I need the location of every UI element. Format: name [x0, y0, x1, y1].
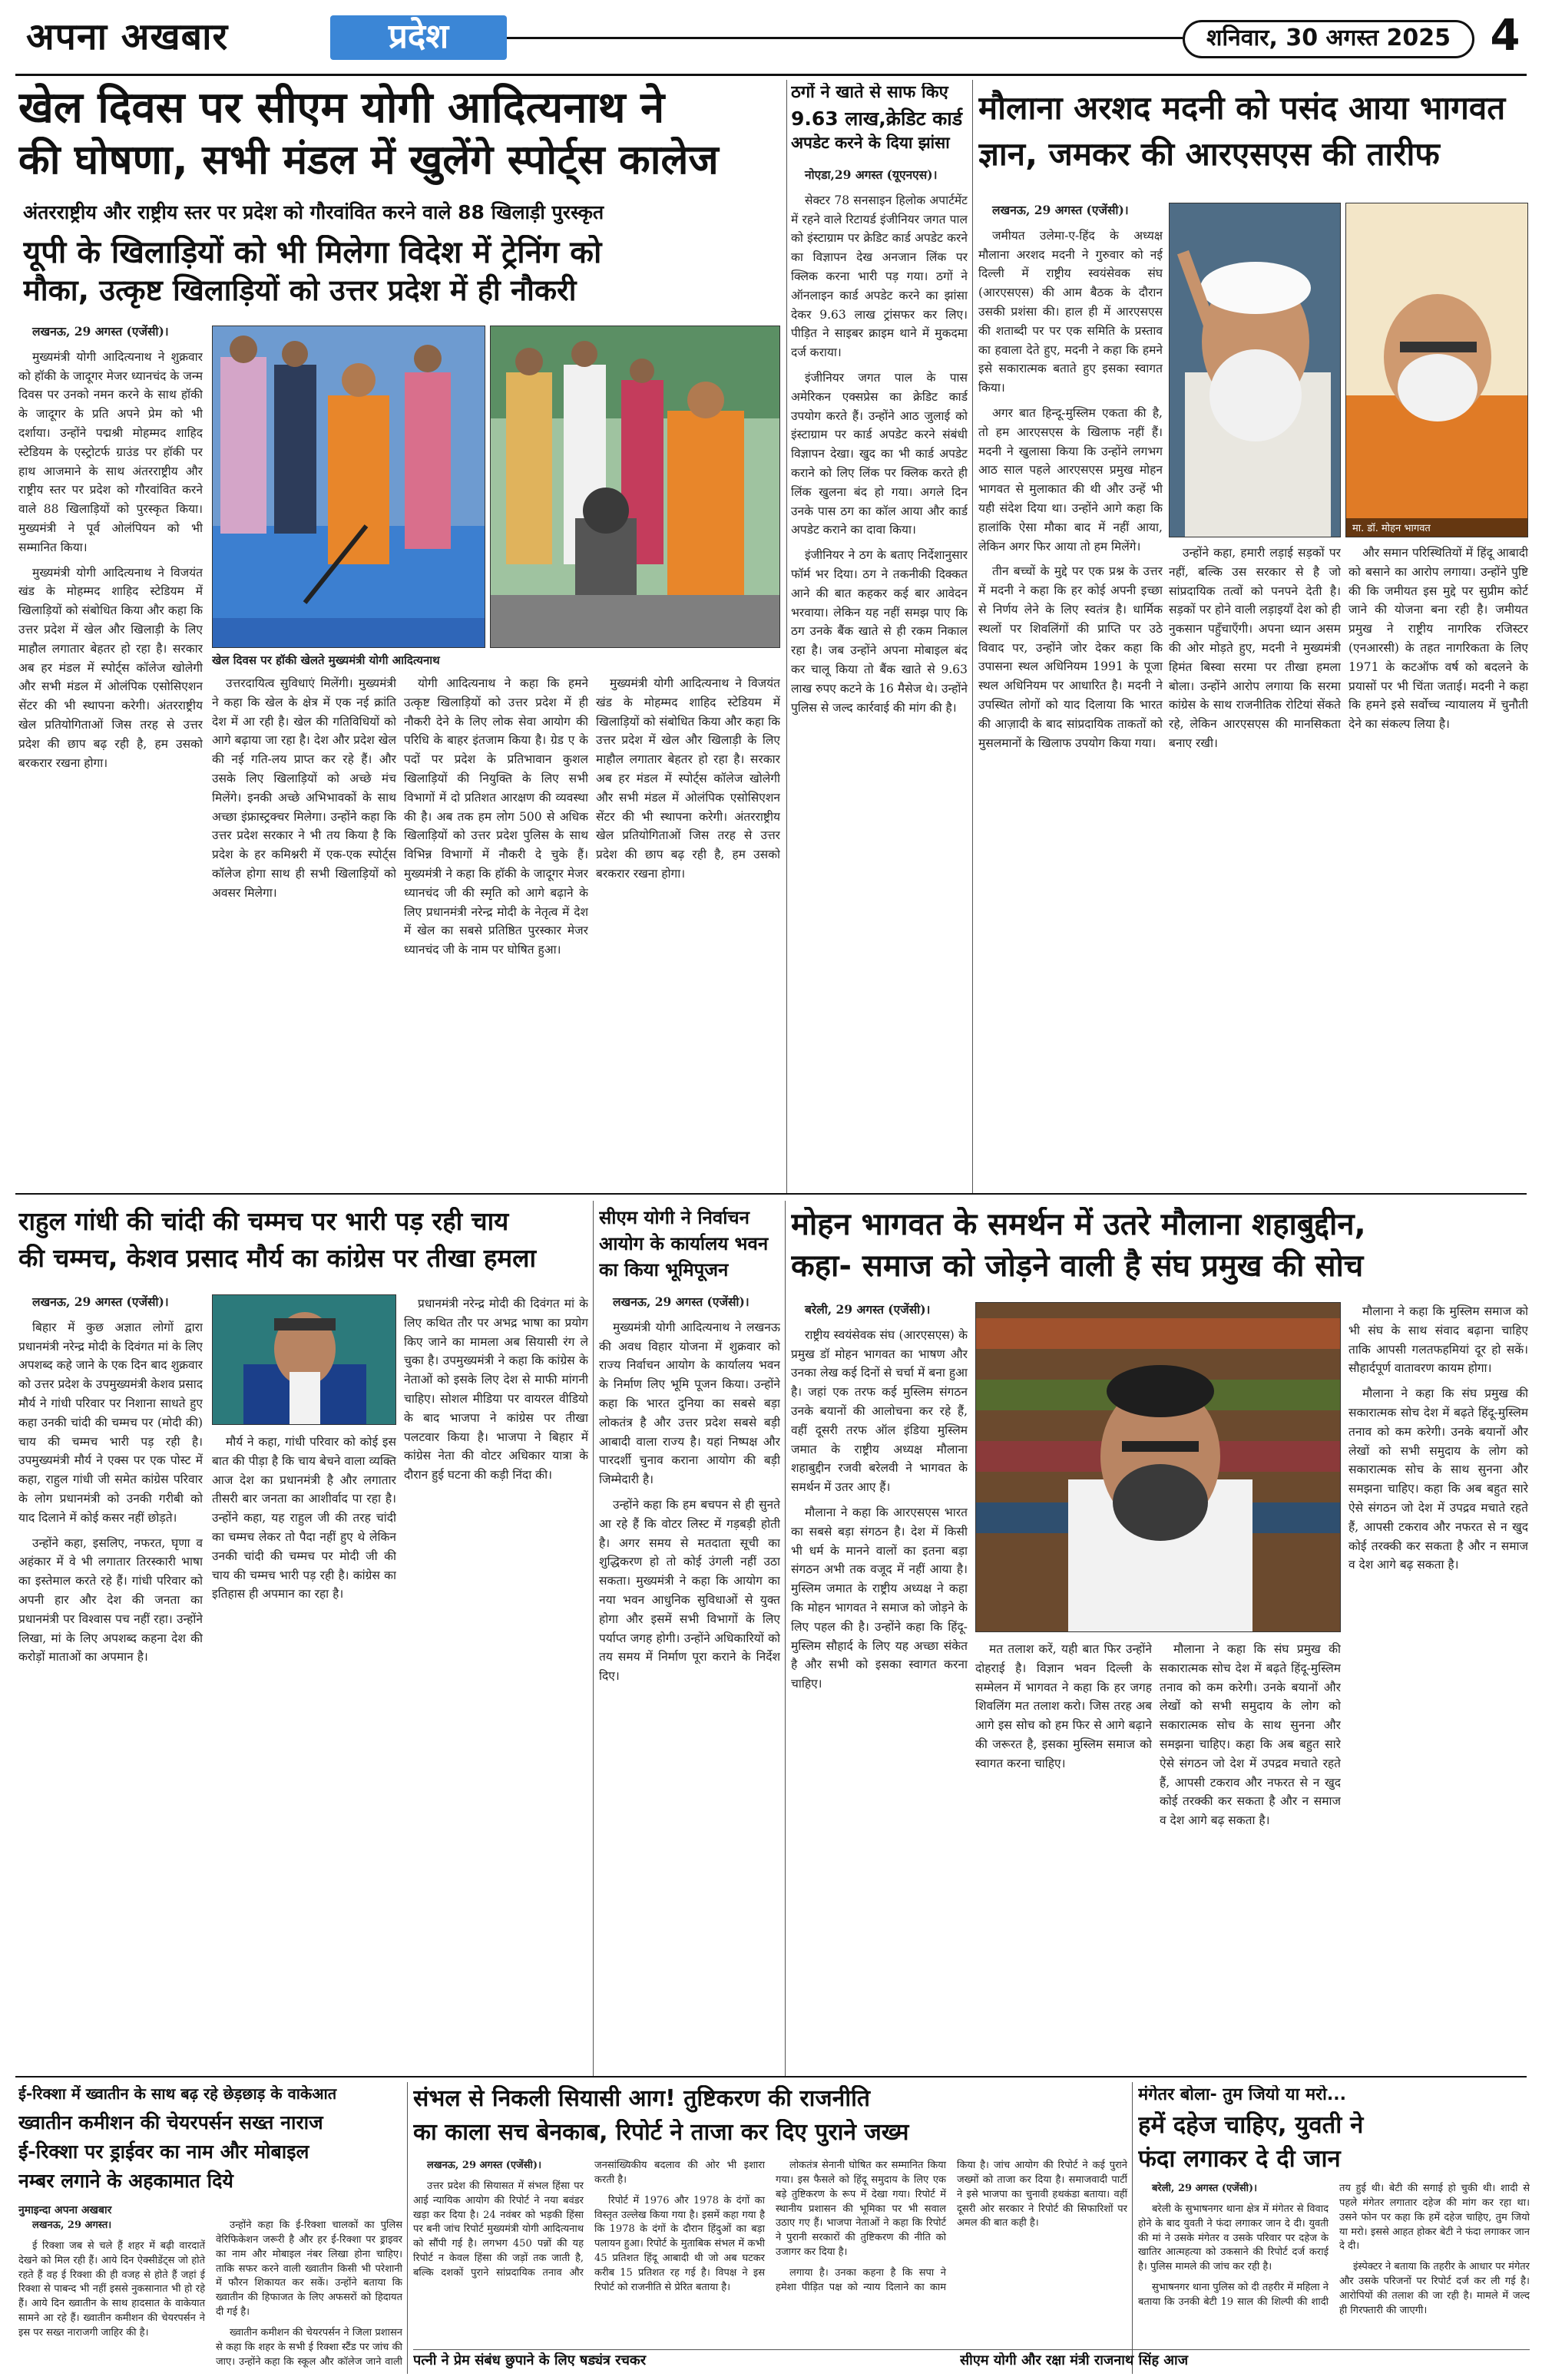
madni-headline-2: ज्ञान, जमकर की आरएसएस की तारीफ: [978, 135, 1440, 173]
paragraph: ई रिक्शा जब से चले हैं शहर में बढ़ी वारदातें देखने को मिल रही हैं। आये दिन ऐक्सीडेंट्स जो होते रहते हैं वह ई रिक्शा की ही वजह से होते हैं जहां ई रिक्शा से पाबन्द भी नहीं इससे नुकसानात भी हो रहे हैं। आये दिन ख्वातीन के साथ हादसात के वाकेयात सामने आ रहे हैं। ख्वातीन कमीशन की चेयरपर्सन ने इस पर सख्त नाराजगी जाहिर की है।: [18, 2240, 205, 2339]
masthead-rule: [15, 74, 1527, 76]
paragraph: उन्होंने कहा कि ई-रिक्शा चालकों का पुलिस वेरिफिकेशन जरूरी है और हर ई-रिक्शा पर ड्राइवर का नाम और मोबाइल नंबर लिखा होना चाहिए। ताकि सफर करने वाली ख्वातीन किसी भी परेशानी में फौरन शिकायत कर सकें। उन्होंने बताया कि ख्वातीन की हिफाजत के लिए अफसरों को हिदायत दी गई है।: [216, 2220, 402, 2319]
sports-col-1: [18, 322, 203, 1190]
erickshaw-headline-3: ई-रिक्शा पर ड्राईवर का नाम और मोबाइल: [18, 2140, 309, 2163]
rahul-headline-2: की चम्मच, केशव प्रसाद मौर्य का कांग्रेस पर तीखा हमला: [18, 1244, 537, 1273]
sambhal-headline-2: का काला सच बेनकाब, रिपोर्ट ने ताजा कर दिए पुराने जख्म: [413, 2119, 909, 2146]
sports-caption: खेल दिवस पर हॉकी खेलते मुख्यमंत्री योगी आदित्यनाथ: [212, 653, 440, 667]
paragraph: मुख्यमंत्री योगी आदित्यनाथ ने लखनऊ की अवध विहार योजना में शुक्रवार को राज्य निर्वाचन आयोग के कार्यालय भवन के निर्माण लिए भूमि पूजन किया। उन्होंने कहा कि भारत दुनिया का सबसे बड़ा लोकतंत्र है और उत्तर प्रदेश सबसे बड़ी आबादी वाला राज्य है। यहां निष्पक्ष और पारदर्शी चुनाव कराना आयोग की बड़ी जिम्मेदारी है।: [599, 1320, 780, 1487]
rahul-dateline: लखनऊ, 29 अगस्त (एजेंसी)।: [32, 1294, 169, 1309]
paragraph: सेक्टर 78 सनसाइन हिलोक अपार्टमेंट में रहने वाले रिटायर्ड इंजीनियर जगत पाल को इंस्टाग्राम पर क्रेडिट कार्ड अपडेट करने का विज्ञापन देख अनजान लिंक पर क्लिक करना भारी पड़ गया। ठगों ने ऑनलाइन कार्ड अपडेट करने का झांसा देकर 9.63 लाख ट्रांसफर कर लिए। पीड़ित ने साइबर क्राइम थाने में मुकदमा दर्ज कराया।: [791, 193, 968, 360]
masthead-line: [507, 37, 1183, 39]
paragraph: उत्तर प्रदेश की सियासत में संभल हिंसा पर आई न्यायिक आयोग की रिपोर्ट ने नया बवंडर खड़ा कर दिया है। 24 नवंबर को भड़की हिंसा पर बनी जांच रिपोर्ट मुख्यमंत्री योगी आदित्यनाथ को सौंपी गई है। लगभग 450 पन्नों की यह रिपोर्ट न केवल हिंसा की जड़ों तक जाती है, बल्कि दशकों पुराने सांप्रदायिक तनाव और जनसांख्यिकीय बदलाव की ओर भी इशारा करती है।: [413, 2160, 765, 2279]
dowry-headline-1: हमें दहेज चाहिए, युवती ने: [1138, 2111, 1364, 2139]
erickshaw-dateline: लखनऊ, 29 अगस्त।: [32, 2220, 112, 2231]
pocso-headline-1: पत्नी ने प्रेम संबंध छुपाने के लिए षड्यंत्र रचकर: [413, 2352, 647, 2368]
bhagwat-photo-caption: मा. डॉ. मोहन भागवत: [1346, 518, 1527, 537]
sports-col-2: [212, 674, 396, 1190]
sports-photo-tribute: [490, 326, 780, 648]
paragraph: मत तलाश करें, यही बात फिर उन्होंने दोहराई है। विज्ञान भवन दिल्ली के सम्मेलन में भागवत ने कहा कि हर जगह शिवलिंग मत तलाश करो। जिस तरह अब आगे इस सोच को हम फिर से आगे बढ़ाने की जरूरत है, इसका मुस्लिम समाज को स्वागत करना चाहिए।: [975, 1642, 1152, 1770]
madni-photo-madni: [1169, 203, 1341, 537]
dowry-dateline: बरेली, 29 अगस्त (एजेंसी)।: [1152, 2183, 1258, 2194]
paragraph: मुख्यमंत्री योगी आदित्यनाथ ने शुक्रवार को हॉकी के जादूगर मेजर ध्यानचंद के जन्म दिवस पर उनको नमन करने के साथ हॉकी के जादूगर के प्रति अपने प्रेम को भी दर्शाया। उन्होंने पद्मश्री मोहम्मद शाहिद स्टेडियम के एस्ट्रोटर्फ ग्राउंड पर हॉकी पर हाथ आजमाने के साथ अंतरराष्ट्रीय और राष्ट्रीय स्तर पर प्रदेश को गौरवांवित करने वाले 88 खिलाड़ियों को पुरस्कृत किया। मुख्यमंत्री ने पूर्व ओलंपियन को भी सम्मानित किया।: [18, 349, 203, 554]
rahul-photo-maurya: [212, 1294, 396, 1425]
column-divider: [593, 1201, 594, 2076]
paragraph: बिहार में कुछ अज्ञात लोगों द्वारा प्रधानमंत्री नरेन्द्र मोदी के दिवंगत मां के लिए अपशब्द कहे जाने के एक दिन बाद शुक्रवार को उत्तर प्रदेश के उपमुख्यमंत्री केशव प्रसाद मौर्य ने गांधी परिवार पर निशाना साधते हुए कहा उनकी चांदी की चम्मच पर (मोदी की) चाय की चम्मच भारी पड़ रही है। उपमुख्यमंत्री मौर्य ने एक्स पर एक पोस्ट में कहा, राहुल गांधी जी समेत कांग्रेस परिवार के लोग प्रधानमंत्री को उनकी गरीबी को याद दिलाने में कोई कसर नहीं छोड़ते।: [18, 1320, 203, 1525]
fraud-body: [791, 166, 968, 1190]
sports-deck-1: यूपी के खिलाड़ियों को भी मिलेगा विदेश में ट्रेनिंग को: [23, 235, 602, 270]
shahabuddin-headline-1: मोहन भागवत के समर्थन में उतरे मौलाना शहाबुद्दीन,: [791, 1207, 1366, 1242]
paragraph: बरेली के सुभाषनगर थाना क्षेत्र में मंगेतर से विवाद होने के बाद युवती ने फंदा लगाकर जान दे दी। युवती की मां ने उसके मंगेतर व उसके परिवार पर दहेज के खातिर आत्महत्या को उकसाने की रिपोर्ट दर्ज कराई है। पुलिस मामले की जांच कर रही है।: [1138, 2203, 1329, 2273]
paragraph: मौलाना ने कहा कि संघ प्रमुख की सकारात्मक सोच देश में बढ़ते हिंदू-मुस्लिम तनाव को कम करेगी। उनके बयानों और लेखों को सभी समुदाय के लोग को सकारात्मक सोच के साथ सुनना और समझना चाहिए। कहा कि अब बहुत सारे ऐसे संगठन जो देश में उपद्रव मचाते रहते हैं, आपसी टकराव और नफरत से न खुद कोई तरक्की कर सकता है और न समाज व देश आगे बढ़ सकता है।: [1348, 1387, 1528, 1572]
column-divider: [785, 1201, 786, 2076]
paragraph: अगर बात हिन्दू-मुस्लिम एकता की है, तो हम आरएसएस के खिलाफ नहीं हैं। मदनी ने खुलासा किया कि उन्होंने लगभग आठ साल पहले आरएसएस प्रमुख मोहन भागवत से मुलाकात की थी और उन्हें भी यही संदेश दिया था। उन्होंने आगे कहा कि हालांकि ऐसा मौका बाद में नहीं आया, लेकिन अगर फिर आया तो हम मिलेंगे।: [978, 405, 1163, 554]
rahul-col-2: [212, 1433, 396, 2068]
paragraph: और समान परिस्थितियों में हिंदू आबादी को बसाने का आरोप लगाया। उन्होंने पुष्टि की कि जमीयत इस मुद्दे पर सुप्रीम कोर्ट जाने की योजना बना रही है। जमीयत प्रमुख ने राष्ट्रीय नागरिक रजिस्टर (एनआरसी) के तहत नागरिकता के लिए 1971 के कटऑफ वर्ष को बदलने के प्रयासों पर भी चिंता जताई। मदनी ने कहा कि हमने इसे सर्वोच्च न्यायालय में चुनौती देने का संकल्प लिया है।: [1348, 546, 1528, 732]
paragraph: पीड़ित पति ने बताया कि उसकी पत्नी का गांव के ही एक युवक से प्रेम संबंध था। जब उसने इसका विरोध किया तो पत्नी ने साजिश के तहत उसे झूठे मामले में फंसा दिया। पुलिस ने कहा कि मामले की गहनता से जांच की गई और आरोप निराधार पाए गए।: [211, 2377, 350, 2378]
shahabuddin-col-4: [1348, 1302, 1528, 2068]
dowry-body: [1138, 2182, 1530, 2372]
sambhal-headline-1: संभल से निकली सियासी आग! तुष्टिकरण की राजनीति: [413, 2085, 870, 2112]
paragraph: मौलाना ने कहा कि संघ प्रमुख की सकारात्मक सोच देश में बढ़ते हिंदू-मुस्लिम तनाव को कम करेगी। उनके बयानों और लेखों को सभी समुदाय के लोग को सकारात्मक सोच के साथ सुनना और समझना चाहिए। कहा कि अब बहुत सारे ऐसे संगठन जो देश में उपद्रव मचाते रहते हैं, आपसी टकराव और नफरत से न खुद कोई तरक्की कर सकता है और न समाज व देश आगे बढ़ सकता है।: [1160, 1642, 1341, 1828]
paragraph: मुख्यमंत्री योगी आदित्यनाथ और रक्षा मंत्री राजनाथ सिंह शनिवार को नोएडा पहुंचेंगे। यहां पर फेज-2 में स्थित एक डिफेंस ड्रोन फैक्ट्री का निरीक्षण करेंगे। इसके बाद दोनों नेता नोएडा के सेक्टर-113 जाएंगे। यहां हेलीपैड बनाया जा रहा है। यहां से सड़क मार्ग से फेज-2 पहुंचेंगे।: [392, 2377, 542, 2378]
paragraph: लोकतंत्र सेनानी घोषित कर सम्मानित किया गया। इस फैसले को हिंदू समुदाय के लिए एक बड़े तुष्टिकरण के रूप में देखा गया। रिपोर्ट में स्थानीय प्रशासन की भूमिका पर भी सवाल उठाए गए हैं। भाजपा नेताओं ने कहा कि रिपोर्ट ने पुरानी सरकारों की तुष्टिकरण की नीति को उजागर कर दिया है।: [776, 2160, 946, 2259]
madni-dateline: लखनऊ, 29 अगस्त (एजेंसी)।: [992, 203, 1129, 217]
election-headline-1: सीएम योगी ने निर्वाचन: [599, 1207, 749, 1228]
dowry-kicker: मंगेतर बोला- तुम जियो या मरो...: [1138, 2085, 1346, 2104]
madni-col-2: [1169, 544, 1341, 1190]
rahul-headline-1: राहुल गांधी की चांदी की चम्मच पर भारी पड़ रही चाय: [18, 1207, 509, 1236]
paragraph: योगी आदित्यनाथ ने कहा कि हमने उत्कृष्ट खिलाड़ियों को उत्तर प्रदेश में ही नौकरी देने के लिए लोक सेवा आयोग की परिधि के बाहर इंतजाम किया है। ग्रेड ए के पदों पर प्रदेश के प्रतिभावान कुशल खिलाड़ियों की नियुक्ति के लिए सभी विभागों में दो प्रतिशत आरक्षण की व्यवस्था की है। अब तक हम लोग 500 से अधिक खिलाड़ियों को उत्तर प्रदेश पुलिस के साथ विभिन्न विभागों में नौकरी दे चुके हैं। मुख्यमंत्री ने कहा कि हॉकी के जादूगर मेजर ध्यानचंद जी की स्मृति को आगे बढ़ाने के लिए प्रधानमंत्री नरेन्द्र मोदी के नेतृत्व में देश में खेल का सबसे प्रतिष्ठित पुरस्कार मेजर ध्यानचंद जी के नाम पर घोषित हुआ।: [404, 676, 588, 957]
column-divider: [972, 80, 973, 1193]
sports-headline-1: खेल दिवस पर सीएम योगी आदित्यनाथ ने: [18, 83, 665, 133]
column-divider: [1132, 2082, 1133, 2374]
shahabuddin-col-1: [791, 1301, 968, 2068]
drone-dateline: नोएडा,29 अगस्त (यूएनएस)।: [376, 2377, 392, 2378]
paragraph: इंस्पेक्टर ने बताया कि तहरीर के आधार पर मंगेतर और उसके परिजनों पर रिपोर्ट दर्ज कर ली गई है। आरोपियों की तलाश की जा रही है। मामले में जल्द ही गिरफ्तारी की जाएगी।: [1339, 2261, 1530, 2316]
sports-photo-hockey: [212, 326, 485, 648]
fraud-headline-2: 9.63 लाख,क्रेडिट कार्ड: [791, 107, 963, 130]
paragraph: रिपोर्ट में 1976 और 1978 के दंगों का विस्तृत उल्लेख किया गया है। इसमें कहा गया है कि 1978 के दंगों के दौरान हिंदुओं का बड़ा पलायन हुआ। रिपोर्ट के मुताबिक संभल में कभी 45 प्रतिशत हिंदू आबादी थी जो अब घटकर करीब 15 प्रतिशत रह गई है। विपक्ष ने इस रिपोर्ट को राजनीति से प्रेरित बताया है।: [594, 2194, 765, 2293]
erickshaw-headline-1: ई-रिक्शा में ख्वातीन के साथ बढ़ रहे छेड़छाड़ के वाकेआत: [18, 2085, 337, 2103]
pocso-dateline: आगरा, 29 अगस्त (एजेंसी)।: [26, 2377, 43, 2378]
paragraph: मौलाना ने कहा कि आरएसएस भारत का सबसे बड़ा संगठन है। देश में किसी भी धर्म के मानने वालों का इतना बड़ा संगठन अभी तक वजूद में नहीं आया है। मुस्लिम जमात के राष्ट्रीय अध्यक्ष ने कहा कि मोहन भागवत ने समाज को जोड़ने के लिए पहल की है। उन्होंने कहा कि हिंदू-मुस्लिम सौहार्द के लिए यह अच्छा संकेत है और सभी को इसका स्वागत करना चाहिए।: [791, 1505, 968, 1691]
madni-photo-bhagwat: [1345, 203, 1528, 537]
fraud-dateline: नोएडा,29 अगस्त (यूएनएस)।: [805, 167, 938, 182]
sambhal-dateline: लखनऊ, 29 अगस्त (एजेंसी)।: [427, 2160, 541, 2171]
paragraph: मौलाना ने कहा कि मुस्लिम समाज को भी संघ के साथ संवाद बढ़ाना चाहिए ताकि आपसी गलतफहमियां दूर हो सकें। सौहार्दपूर्ण वातावरण कायम होगा।: [1348, 1304, 1528, 1376]
madni-headline-1: मौलाना अरशद मदनी को पसंद आया भागवत: [978, 89, 1506, 127]
shahabuddin-col-2: [975, 1640, 1152, 2068]
paragraph: उन्होंने कहा, इसलिए, नफरत, घृणा व अहंकार में वे भी लगातार तिरस्कारी भाषा का इस्तेमाल करते रहे हैं। गांधी परिवार को अपनी हार और देश की जनता का प्रधानमंत्री पर विश्वास पच नहीं रहा। उन्होंने लिखा, मां के लिए अपशब्द कहना देश की करोड़ों माताओं का अपमान है।: [18, 1535, 203, 1664]
erickshaw-headline-2: ख्वातीन कमीशन की चेयरपर्सन सख्त नाराज: [18, 2111, 323, 2134]
sports-subhead: अंतरराष्ट्रीय और राष्ट्रीय स्तर पर प्रदेश को गौरवांवित करने वाले 88 खिलाड़ी पुरस्कृत: [23, 201, 604, 223]
fraud-headline-3: अपडेट करने के दिया झांसा: [791, 134, 950, 152]
election-headline-3: का किया भूमिपूजन: [599, 1259, 729, 1281]
paragraph: आगरा के पिनाहट कस्बा में हैरान कर देने वाला मामला सामने आया है। पत्नी ने अपने प्रेम संबंध छुपाने के लिए षड्यंत्र रचकर अपने ही पति को झूठे पोक्सो केस में फंसा दिया। पुलिस जांच में सच्चाई सामने आने के बाद पति को राहत मिली है और अब पत्नी और उसके प्रेमी के खिलाफ कार्रवाई की जा रही है।: [43, 2377, 211, 2378]
sambhal-body: [413, 2159, 1127, 2372]
column-divider: [407, 2082, 408, 2374]
sports-col-3: [404, 674, 588, 1190]
page-number: 4: [1490, 11, 1520, 61]
paragraph: तीन बच्चों के मुद्दे पर एक प्रश्न के उत्तर में मदनी ने कहा कि हर कोई अपनी इच्छा से निर्णय लेने के लिए स्वतंत्र है। धार्मिक स्थलों पर शिवलिंगों की प्राप्ति पर उठे विवाद पर, उन्होंने जोर देकर कहा कि उपासना स्थल अधिनियम 1991 के पूजा स्थल अधिनियम पर आधारित है। मदनी ने उपस्थित लोगों को याद दिलाया कि भारत की आज़ादी के बाद सांप्रदायिक ताकतों को मुसलमानों के खिलाफ उपयोग किया गया।: [978, 564, 1163, 750]
paragraph: ख्वातीन कमीशन की चेयरपर्सन ने जिला प्रशासन से कहा कि शहर के सभी ई रिक्शा स्टैंड पर जांच की जाए। उन्होंने कहा कि स्कूल और कॉलेज जाने वाली: [216, 2326, 402, 2368]
paper-name: अपना अखबार: [26, 15, 229, 58]
paragraph: उत्तरदायित्व सुविधाएं मिलेंगी। मुख्यमंत्री ने कहा कि खेल के क्षेत्र में एक नई क्रांति देश में आ रही है। खेल की गतिविधियों को आगे बढ़ाया जा रहा है। देश और प्रदेश खेल की नई गति-लय प्राप्त कर रहे हैं। और उसके लिए खिलाड़ियों को अच्छे मंच मिलेंगे। इनकी अच्छे अभिभावकों के साथ अच्छा इंफ्रास्ट्रक्चर मिलेगा। उन्होंने कहा कि उत्तर प्रदेश सरकार ने भी तय किया है कि प्रदेश के हर कमिश्नरी में एक-एक स्पोर्ट्स कॉलेज होगा साथ ही सभी खिलाड़ियों को अवसर मिलेगा।: [212, 676, 396, 900]
drone-headline-2: नोएडा में डिफेंस ड्रोन फैक्ट्री का करेंगे निरीक्षण: [350, 2377, 376, 2378]
erickshaw-byline: नुमाइन्दा अपना अखबार: [18, 2204, 112, 2216]
paragraph: इंजीनियर ने ठग के बताए निर्देशानुसार फॉर्म भर दिया। ठग ने तकनीकी दिक्कत आने की बात कहकर कई बार आवेदन भरवाया। लेकिन यह नहीं समझ पाए कि ठग उनके बैंक खाते से ही रकम निकाल रहा है। जब उन्होंने अपना मोबाइल बंद कर चालू किया तो बैंक खाते से 9.63 लाख रुपए कटने के 16 मैसेज थे। उन्होंने पुलिस से जल्द कार्रवाई की मांग की है।: [791, 548, 968, 715]
sports-deck-2: मौका, उत्कृष्ट खिलाड़ियों को उत्तर प्रदेश में ही नौकरी: [23, 273, 577, 307]
masthead-bar: [0, 0, 1542, 71]
shahabuddin-dateline: बरेली, 29 अगस्त (एजेंसी)।: [805, 1302, 931, 1317]
paragraph: मुख्यमंत्री योगी आदित्यनाथ ने विजयंत खंड के मोहम्मद शाहिद स्टेडियम में खिलाड़ियों को संबोधित किया और कहा कि उत्तर प्रदेश में खेल और खिलाड़ी के लिए माहौल लगातार बेहतर हो रहा है। सरकार अब हर मंडल में स्पोर्ट्स कॉलेज खोलेगी और सभी मंडल में ओलंपिक एसोसिएशन सेंटर की भी स्थापना करेगी। अंतरराष्ट्रीय खेल प्रतियोगिताओं जिस तरह से उत्तर प्रदेश की छाप बढ़ रही है, हम उसको बरकरार रखना होगा।: [596, 676, 780, 881]
erickshaw-headline-4: नम्बर लगाने के अहकामात दिये: [18, 2170, 233, 2192]
paragraph: प्रधानमंत्री नरेन्द्र मोदी की दिवंगत मां के लिए कथित तौर पर अभद्र भाषा का प्रयोग किए जाने का मामला अब सियासी रंग ले चुका है। उपमुख्यमंत्री ने कहा कि कांग्रेस के नेताओं को इसके लिए देश से माफी मांगनी चाहिए। सोशल मीडिया पर वायरल वीडियो के बाद भाजपा ने कांग्रेस पर तीखा पलटवार किया है। भाजपा ने बिहार में कांग्रेस नेता की वोटर अधिकार यात्रा के दौरान हुई घटना की कड़ी निंदा की।: [404, 1297, 588, 1483]
fraud-headline-1: ठगों ने खाते से साफ किए: [791, 83, 948, 102]
section-rule: [15, 1193, 1527, 1195]
rahul-col-1: [18, 1293, 203, 2068]
column-divider: [786, 80, 787, 1193]
election-headline-2: आयोग के कार्यालय भवन: [599, 1233, 769, 1254]
madni-col-1: [978, 201, 1163, 1190]
paragraph: मुख्यमंत्री योगी आदित्यनाथ ने विजयंत खंड के मोहम्मद शाहिद स्टेडियम में खिलाड़ियों को संबोधित किया और कहा कि उत्तर प्रदेश में खेल और खिलाड़ी के लिए माहौल लगातार बेहतर हो रहा है। सरकार अब हर मंडल में स्पोर्ट्स कॉलेज खोलेगी और सभी मंडल में ओलंपिक एसोसिएशन सेंटर की भी स्थापना करेगी। अंतरराष्ट्रीय खेल प्रतियोगिताओं जिस तरह से उत्तर प्रदेश की छाप बढ़ रही है, हम उसको बरकरार रखना होगा।: [18, 565, 203, 770]
drone-headline-1: सीएम योगी और रक्षा मंत्री राजनाथ सिंह आज: [960, 2352, 1189, 2368]
madni-col-3: [1348, 544, 1528, 1190]
extra-stories: [0, 2377, 1542, 2380]
section-title: प्रदेश: [388, 17, 449, 56]
paragraph: जमीयत उलेमा-ए-हिंद के अध्यक्ष मौलाना अरशद मदनी ने गुरुवार को नई दिल्ली में राष्ट्रीय स्वयंसेवक संघ (आरएसएस) की आम बैठक के दौरान उसकी प्रशंसा की। हाल ही में आरएसएस की शताब्दी पर पर एक समिति के प्रस्ताव का हवाला देते हुए, मदनी ने कहा कि हमने इसे सकारात्मक बताते हुए इसका स्वागत किया।: [978, 228, 1163, 395]
dowry-headline-2: फंदा लगाकर दे दी जान: [1138, 2145, 1341, 2173]
paragraph: राष्ट्रीय स्वयंसेवक संघ (आरएसएस) के प्रमुख डॉ मोहन भागवत का भाषण और उनका लेख कई दिनों से चर्चा में बना हुआ है। जहां एक तरफ कई मुस्लिम संगठन उनके बयानों की आलोचना कर रहे हैं, वहीं दूसरी तरफ ऑल इंडिया मुस्लिम जमात के राष्ट्रीय अध्यक्ष मौलाना शहाबुद्दीन रजवी बरेलवी ने भागवत के समर्थन में उतर आए हैं।: [791, 1327, 968, 1495]
paragraph: उन्होंने कहा कि हम बचपन से ही सुनते आ रहे हैं कि वोटर लिस्ट में गड़बड़ी होती है। अगर समय से मतदाता सूची का शुद्धिकरण हो तो कोई उंगली नहीं उठा सकता। मुख्यमंत्री ने कहा कि आयोग का नया भवन आधुनिक सुविधाओं से युक्त होगा और इसमें सभी विभागों के लिए पर्याप्त जगह होगी। उन्होंने अधिकारियों को तय समय में निर्माण पूरा कराने के निर्देश दिए।: [599, 1497, 780, 1684]
section-rule: [15, 2076, 1527, 2078]
shahabuddin-headline-2: कहा- समाज को जोड़ने वाली है संघ प्रमुख की सोच: [791, 1248, 1364, 1284]
election-body: [599, 1293, 780, 2068]
pocso-headline-2: अपने ही पति को झूठे पोक्सो केस में फंसा दिया: [0, 2377, 26, 2378]
paragraph: इंजीनियर जगत पाल के पास अमेरिकन एक्सप्रेस का क्रेडिट कार्ड उपयोग करते हैं। उन्होंने आठ जुलाई को इंस्टाग्राम पर कार्ड अपडेट करने संबंधी विज्ञापन देखा। खुद का भी कार्ड अपडेट कराने को लिए लिंक पर क्लिक करते ही लिंक खुलना बंद हो गया। अगले दिन उनके पास ठग का कॉल आया और कार्ड अपडेट कराने का दावा किया।: [791, 370, 968, 537]
paragraph: सुभाषनगर थाना पुलिस को दी तहरीर में महिला ने बताया कि उनकी बेटी 19 साल की शिल्पी की शादी तय हुई थी। बेटी की सगाई हो चुकी थी। शादी से पहले मंगेतर लगातार दहेज की मांग कर रहा था। उसने फोन पर कहा कि हमें दहेज चाहिए, तुम जियो या मरो। इससे आहत होकर बेटी ने फंदा लगाकर जान दे दी।: [1138, 2183, 1530, 2308]
paragraph: उन्होंने कहा, हमारी लड़ाई सड़कों पर नहीं, बल्कि उस सरकार से है जो सांप्रदायिक तत्वों को पनपने देती है। सड़कों पर होने वाली लड़ाइयाँ देश को ही नुकसान पहुँचाएँगी। अपना ध्यान असम की ओर मोड़ते हुए, मदनी ने मुख्यमंत्री हिमंत बिस्वा सरमा पर तीखा हमला बोला। उन्होंने आरोप लगाया कि सरमा कांग्रेस के साथ राजनीतिक रोटियां सेंकते रहे, लेकिन आरएसएस की मानसिकता बनाए रखी।: [1169, 546, 1341, 750]
paragraph: बताया गया कि यह डिफेंस ड्रोन फैक्ट्री उत्तर प्रदेश में रक्षा उत्पादन को बढ़ावा देगी। यहां आधुनिक ड्रोन का निर्माण किया जाएगा। जिला प्रशासन और पुलिस अधिकारियों ने तैयारियों का जायजा लिया है। कार्यक्रम स्थल पर सुरक्षा के कड़े इंतजाम किए गए हैं। यहां कंपनियों में लाखों रुपये का निवेश होगा और हजारों युवाओं को रोजगार मिलेगा।: [542, 2377, 728, 2378]
paragraph: मौर्य ने कहा, गांधी परिवार को कोई इस बात की पीड़ा है कि चाय बेचने वाला व्यक्ति आज देश का प्रधानमंत्री है और लगातार तीसरी बार जनता का आशीर्वाद पा रहा है। उन्होंने कहा, यह राहुल जी की तरह चांदी का चम्मच लेकर तो पैदा नहीं हुए थे लेकिन उनकी चांदी की चम्मच पर मोदी जी की चाय की चम्मच भारी पड़ रही है। कांग्रेस का इतिहास ही अपमान का रहा है।: [212, 1435, 396, 1602]
shahabuddin-photo: [975, 1302, 1341, 1632]
erickshaw-body: [18, 2219, 402, 2372]
paragraph: लगाया है। उनका कहना है कि सपा ने हमेशा पीड़ित पक्ष को न्याय दिलाने का काम किया है। जांच आयोग की रिपोर्ट ने कई पुराने जख्मों को ताजा कर दिया है। समाजवादी पार्टी ने इसे भाजपा का चुनावी हथकंडा बताया। वहीं दूसरी ओर सरकार ने रिपोर्ट की सिफारिशों पर अमल की बात कही है।: [776, 2160, 1127, 2293]
sports-headline-2: की घोषणा, सभी मंडल में खुलेंगे स्पोर्ट्स कालेज: [18, 137, 719, 183]
rahul-col-3: [404, 1294, 588, 2068]
issue-date: शनिवार, 30 अगस्त 2025: [1206, 25, 1451, 51]
shahabuddin-col-3: [1160, 1640, 1341, 2068]
sports-col-4: [596, 674, 780, 1190]
sports-dateline: लखनऊ, 29 अगस्त (एजेंसी)।: [32, 324, 169, 339]
election-dateline: लखनऊ, 29 अगस्त (एजेंसी)।: [613, 1294, 749, 1309]
